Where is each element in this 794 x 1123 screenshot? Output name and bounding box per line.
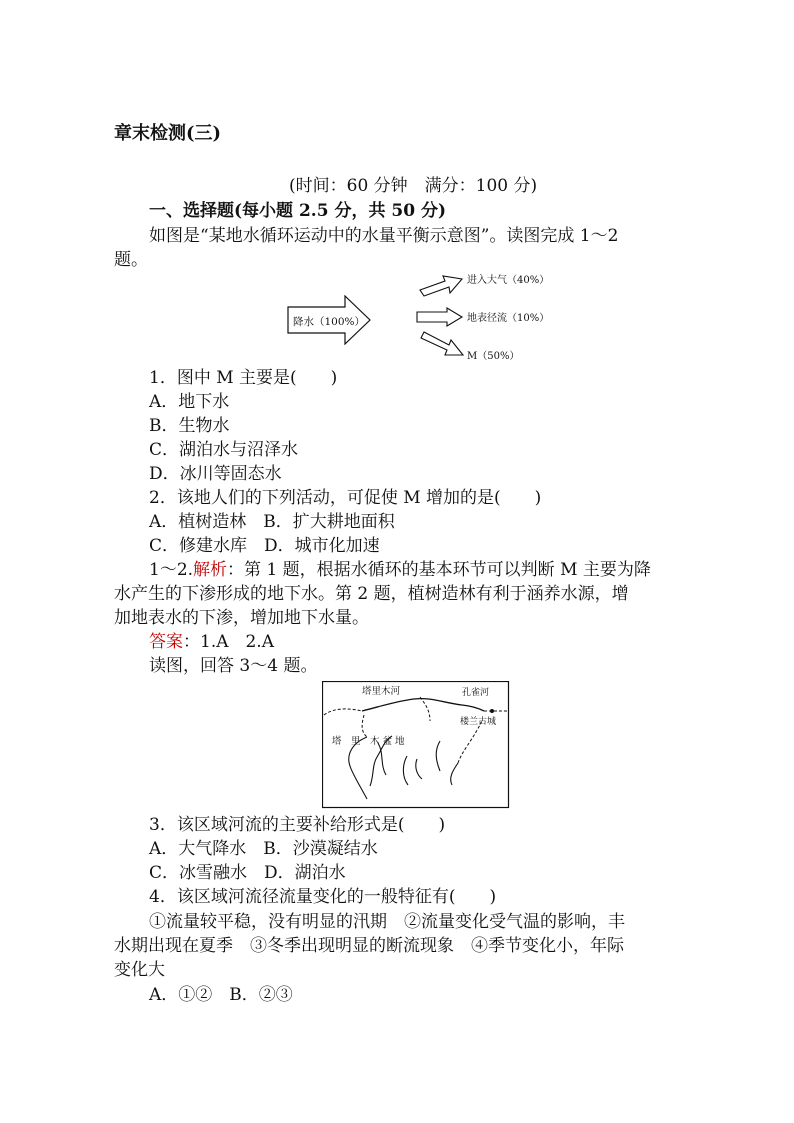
runoff-arrow: [417, 308, 462, 326]
page-title: 章末检测(三): [114, 123, 222, 144]
tarim-basin-map: [322, 681, 510, 809]
q2-stem: 2．该地人们的下列活动，可促使 M 增加的是( ): [149, 488, 542, 508]
q4-stem: 4．该区域河流径流量变化的一般特征有( ): [149, 887, 497, 907]
peacock-river-label: 孔雀河: [462, 688, 490, 698]
explanation-prefix: 1～2.: [149, 560, 194, 580]
m-arrow: [421, 332, 463, 355]
answer-label: 答案: [149, 632, 183, 652]
q2-options-ab: A．植树造林 B．扩大耕地面积: [149, 512, 395, 532]
q1-option-d: D．冰川等固态水: [149, 464, 282, 484]
tarim-river-label: 塔里木河: [362, 686, 401, 697]
q2-options-cd: C．修建水库 D．城市化加速: [149, 536, 380, 556]
intro-q3-4: 读图，回答 3～4 题。: [149, 656, 318, 676]
q4-options-line2: 水期出现在夏季 ③冬季出现明显的断流现象 ④季节变化小，年际: [114, 936, 624, 956]
runoff-label: 地表径流（10%）: [467, 313, 550, 324]
section-heading: 一、选择题(每小题 2.5 分，共 50 分): [149, 201, 446, 221]
q3-options-ab: A．大气降水 B．沙漠凝结水: [149, 839, 378, 859]
q1-stem: 1．图中 M 主要是( ): [149, 368, 338, 388]
q1-option-c: C．湖泊水与沼泽水: [149, 440, 299, 460]
q3-options-cd: C．冰雪融水 D．湖泊水: [149, 863, 346, 883]
explanation-text: ：第 1 题，根据水循环的基本环节可以判断 M 主要为降: [227, 560, 651, 580]
loulan-city-marker: [490, 709, 494, 713]
m-label: M（50%）: [467, 351, 520, 362]
intro-q1-2-line2: 题。: [114, 250, 148, 270]
q1-option-b: B．生物水: [149, 416, 230, 436]
answer-line: [149, 630, 274, 654]
exam-info: (时间：60 分钟 满分：100 分): [289, 176, 538, 196]
q4-choices: A．①② B．②③: [149, 985, 293, 1005]
water-balance-diagram: [285, 268, 555, 368]
explanation-line2: 水产生的下渗形成的地下水。第 2 题，植树造林有利于涵养水源，增: [114, 584, 629, 604]
q3-stem: 3．该区域河流的主要补给形式是( ): [149, 815, 446, 835]
atmosphere-arrow: [420, 276, 462, 296]
loulan-city-label: 楼兰古城: [460, 717, 497, 727]
atmosphere-label: 进入大气（40%）: [467, 275, 550, 286]
tarim-basin-label: 塔 里 木 盆 地: [332, 736, 405, 747]
answer-text: ：1.A 2.A: [183, 632, 274, 652]
explanation-line3: 加地表水的下渗，增加地下水量。: [114, 608, 369, 628]
q4-options-line3: 变化大: [114, 960, 165, 980]
explanation-line1: [149, 558, 651, 582]
q4-options-line1: ①流量较平稳，没有明显的汛期 ②流量变化受气温的影响，丰: [149, 912, 625, 932]
explanation-label: 解析: [193, 560, 228, 580]
q1-option-a: A．地下水: [149, 392, 230, 412]
precipitation-label: 降水（100%）: [293, 316, 366, 328]
intro-q1-2-line1: 如图是“某地水循环运动中的水量平衡示意图”。读图完成 1～2: [149, 226, 619, 246]
